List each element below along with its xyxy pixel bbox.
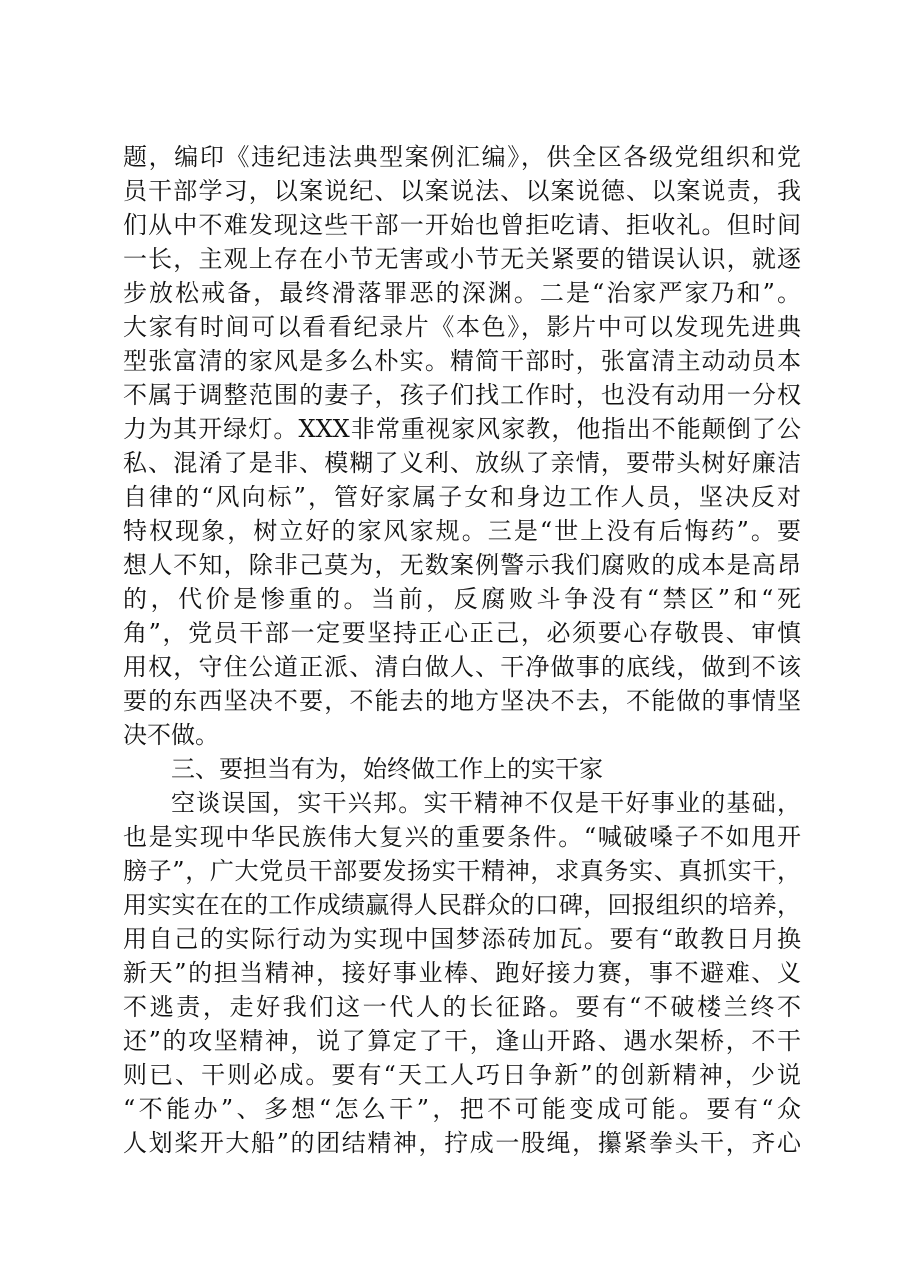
text-line: 想人不知，除非己莫为，无数案例警示我们腐败的成本是高昂 bbox=[123, 551, 801, 579]
text-line: “不能办”、多想“怎么干”，把不可能变成可能。要有“众 bbox=[123, 1095, 801, 1123]
text-line: 们从中不难发现这些干部一开始也曾拒吃请、拒收礼。但时间 bbox=[123, 211, 801, 239]
text-line: 还”的攻坚精神，说了算定了干，逢山开路、遇水架桥，不干 bbox=[123, 1027, 801, 1055]
text-line: 决不做。 bbox=[123, 721, 219, 749]
section-heading: 三、要担当有为，始终做工作上的实干家 bbox=[171, 755, 603, 783]
text-line: 则已、干则必成。要有“天工人巧日争新”的创新精神，少说 bbox=[123, 1061, 801, 1089]
text-line: 角”，党员干部一定要坚持正心正己，必须要心存敬畏、审慎 bbox=[123, 619, 801, 647]
text-line: 膀子”，广大党员干部要发扬实干精神，求真务实、真抓实干， bbox=[123, 857, 801, 885]
text-line: 步放松戒备，最终滑落罪恶的深渊。二是“治家严家乃和”。 bbox=[123, 279, 801, 307]
text-line: 自律的“风向标”，管好家属子女和身边工作人员，坚决反对 bbox=[123, 483, 801, 511]
text-line: 不属于调整范围的妻子，孩子们找工作时，也没有动用一分权 bbox=[123, 381, 801, 409]
text-line: 型张富清的家风是多么朴实。精简干部时，张富清主动动员本 bbox=[123, 347, 801, 375]
text-line: 用权，守住公道正派、清白做人、干净做事的底线，做到不该 bbox=[123, 653, 801, 681]
text-line: 用自己的实际行动为实现中国梦添砖加瓦。要有“敢教日月换 bbox=[123, 925, 801, 953]
text-line: 力为其开绿灯。XXX非常重视家风家教，他指出不能颠倒了公 bbox=[123, 415, 801, 443]
text-line: 不逃责，走好我们这一代人的长征路。要有“不破楼兰终不 bbox=[123, 993, 801, 1021]
text-line: 空谈误国，实干兴邦。实干精神不仅是干好事业的基础， bbox=[171, 789, 801, 817]
text-line: 大家有时间可以看看纪录片《本色》，影片中可以发现先进典 bbox=[123, 313, 801, 341]
text-line: 也是实现中华民族伟大复兴的重要条件。“喊破嗓子不如甩开 bbox=[123, 823, 801, 851]
text-line: 的，代价是惨重的。当前，反腐败斗争没有“禁区”和“死 bbox=[123, 585, 801, 613]
text-line: 员干部学习，以案说纪、以案说法、以案说德、以案说责，我 bbox=[123, 177, 801, 205]
text-line: 新天”的担当精神，接好事业棒、跑好接力赛，事不避难、义 bbox=[123, 959, 801, 987]
text-line: 题，编印《违纪违法典型案例汇编》，供全区各级党组织和党 bbox=[123, 143, 801, 171]
text-line: 要的东西坚决不要，不能去的地方坚决不去，不能做的事情坚 bbox=[123, 687, 801, 715]
text-line: 私、混淆了是非、模糊了义利、放纵了亲情，要带头树好廉洁 bbox=[123, 449, 801, 477]
text-line: 用实实在在的工作成绩赢得人民群众的口碑，回报组织的培养， bbox=[123, 891, 801, 919]
text-line: 特权现象，树立好的家风家规。三是“世上没有后悔药”。要 bbox=[123, 517, 801, 545]
text-line: 人划桨开大船”的团结精神，拧成一股绳，攥紧拳头干，齐心 bbox=[123, 1129, 801, 1157]
text-line: 一长，主观上存在小节无害或小节无关紧要的错误认识，就逐 bbox=[123, 245, 801, 273]
